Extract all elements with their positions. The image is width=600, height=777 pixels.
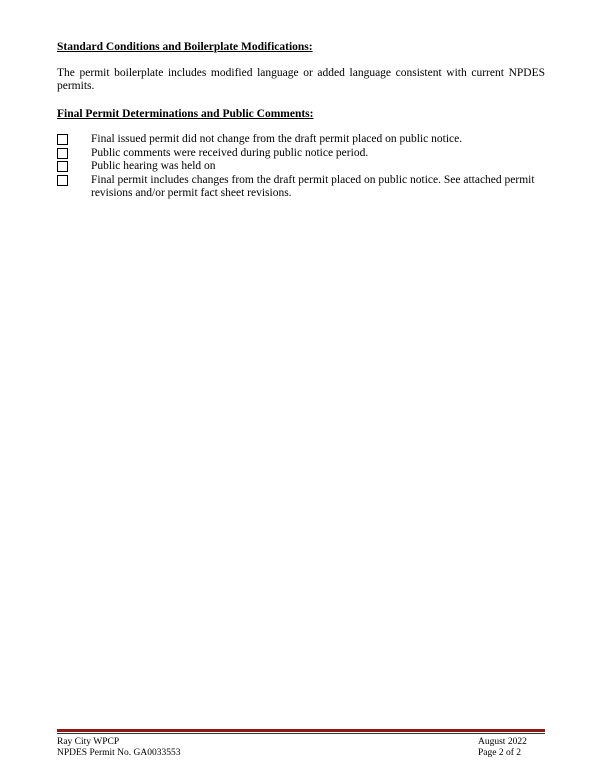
footer-left — [57, 737, 181, 759]
checklist-item — [57, 133, 547, 147]
footer-permit-number: NPDES Permit No. GA0033553 — [57, 748, 181, 758]
footer-right — [478, 737, 545, 759]
determinations-checklist — [57, 133, 547, 201]
checklist-item — [57, 147, 547, 161]
footer-divider — [57, 729, 545, 732]
final-determinations-heading: Final Permit Determinations and Public Comments: — [57, 108, 314, 120]
checklist-item-text: Final permit includes changes from the draft permit placed on public notice. See attached permit revisions and/or permit fact sheet revisions. — [91, 173, 535, 199]
standard-conditions-heading: Standard Conditions and Boilerplate Modifications: — [57, 41, 313, 53]
footer-date: August 2022 — [478, 737, 527, 747]
checklist-item — [57, 160, 547, 174]
footer-page-number: Page 2 of 2 — [478, 748, 522, 758]
checklist-item-text: Public hearing was held on — [91, 160, 216, 172]
checkbox-public-comments[interactable] — [57, 148, 68, 159]
checkbox-permit-changes[interactable] — [57, 175, 68, 186]
checkbox-no-change[interactable] — [57, 134, 68, 145]
footer-facility: Ray City WPCP — [57, 737, 120, 747]
standard-conditions-paragraph: The permit boilerplate includes modified language or added language consistent with current NPDES permits. — [57, 67, 545, 92]
checklist-item — [57, 174, 547, 201]
checklist-item-text: Public comments were received during public notice period. — [91, 146, 369, 159]
checklist-item-text: Final issued permit did not change from the draft permit placed on public notice. — [91, 133, 463, 145]
footer-divider-thin — [57, 733, 545, 734]
checkbox-public-hearing[interactable] — [57, 161, 68, 172]
